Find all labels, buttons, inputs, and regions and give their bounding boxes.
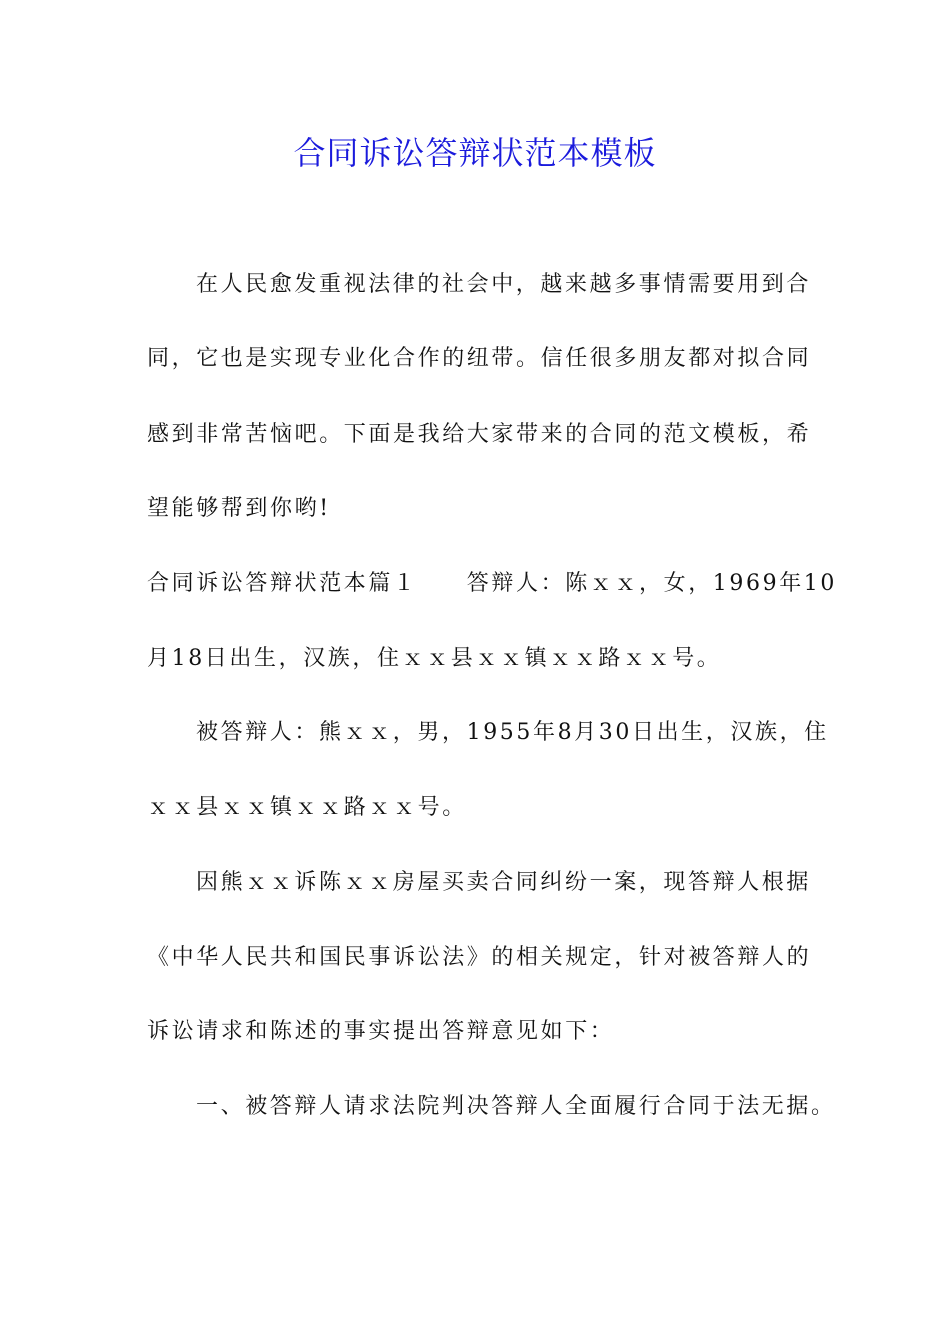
paragraph-line: 因熊ｘｘ诉陈ｘｘ房屋买卖合同纠纷一案，现答辩人根据 <box>196 870 812 895</box>
paragraph-line: 感到非常苦恼吧。下面是我给大家带来的合同的范文模板，希 <box>147 422 812 447</box>
paragraph-line: 同，它也是实现专业化合作的纽带。信任很多朋友都对拟合同 <box>147 346 812 371</box>
paragraph-line: 《中华人民共和国民事诉讼法》的相关规定，针对被答辩人的 <box>147 945 812 970</box>
paragraph-line: 一、被答辩人请求法院判决答辩人全面履行合同于法无据。 <box>196 1094 836 1119</box>
section-heading-line: 合同诉讼答辩状范本篇１ 答辩人：陈ｘｘ，女，1969年10 <box>147 571 837 596</box>
paragraph-line: 月18日出生，汉族，住ｘｘ县ｘｘ镇ｘｘ路ｘｘ号。 <box>147 646 722 671</box>
paragraph-line: 诉讼请求和陈述的事实提出答辩意见如下： <box>147 1019 615 1044</box>
paragraph-line: ｘｘ县ｘｘ镇ｘｘ路ｘｘ号。 <box>147 795 467 820</box>
paragraph-line: 望能够帮到你哟! <box>147 496 331 521</box>
document-title: 合同诉讼答辩状范本模板 <box>293 134 657 172</box>
paragraph-line: 在人民愈发重视法律的社会中，越来越多事情需要用到合 <box>196 272 812 297</box>
paragraph-line: 被答辩人：熊ｘｘ，男，1955年8月30日出生，汉族，住 <box>196 720 829 745</box>
